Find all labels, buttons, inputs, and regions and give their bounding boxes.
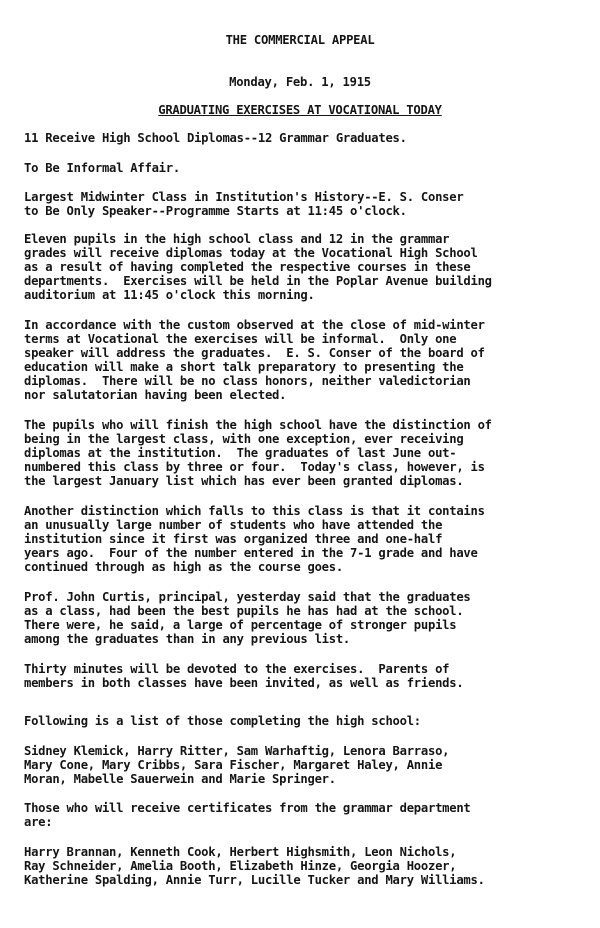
paragraph-line: institution since it first was organized three and one-half (24, 532, 443, 546)
paragraph-line: Ray Schneider, Amelia Booth, Elizabeth Hinze, Georgia Hoozer, (24, 859, 457, 873)
paragraph-line: Moran, Mabelle Sauerwein and Marie Springer. (24, 772, 336, 786)
paragraph-line: education will make a short talk preparatory to presenting the (24, 360, 464, 374)
paragraph-line: diplomas. There will be no class honors, neither valedictorian (24, 374, 471, 388)
paragraph-line: Harry Brannan, Kenneth Cook, Herbert Highsmith, Leon Nichols, (24, 845, 457, 859)
paragraph-line: departments. Exercises will be held in the Poplar Avenue building (24, 274, 492, 288)
paragraph-line: Sidney Klemick, Harry Ritter, Sam Warhaftig, Lenora Barraso, (24, 744, 450, 758)
subhead-speaker-line-2: to Be Only Speaker--Programme Starts at 11:45 o'clock. (24, 204, 407, 218)
subhead: 11 Receive High School Diplomas--12 Grammar Graduates. (24, 131, 407, 145)
paragraph-line: Katherine Spalding, Annie Turr, Lucille Tucker and Mary Williams. (24, 873, 485, 887)
paragraph-line: numbered this class by three or four. Today's class, however, is (24, 460, 485, 474)
paragraph-line: as a class, had been the best pupils he has had at the school. (24, 604, 464, 618)
paragraph-line: being in the largest class, with one exception, ever receiving (24, 432, 464, 446)
headline: GRADUATING EXERCISES AT VOCATIONAL TODAY (158, 103, 442, 117)
paragraph-line: continued through as high as the course goes. (24, 560, 343, 574)
paragraph-line: Thirty minutes will be devoted to the exercises. Parents of (24, 662, 450, 676)
paragraph-line: Those who will receive certificates from the grammar department (24, 801, 471, 815)
paragraph-line: There were, he said, a large of percentage of stronger pupils (24, 618, 457, 632)
subhead-speaker-line-1: Largest Midwinter Class in Institution's History--E. S. Conser (24, 190, 464, 204)
paragraph-line: grades will receive diplomas today at the Vocational High School (24, 246, 478, 260)
paragraph-line: terms at Vocational the exercises will be informal. Only one (24, 332, 457, 346)
subhead-informal: To Be Informal Affair. (24, 161, 180, 175)
paragraph-line: nor salutatorian having been elected. (24, 388, 287, 402)
paragraph-line: among the graduates than in any previous list. (24, 632, 351, 646)
paragraph-line: are: (24, 815, 53, 829)
paragraph-line: Following is a list of those completing the high school: (24, 714, 421, 728)
masthead: THE COMMERCIAL APPEAL (225, 33, 375, 47)
paragraph-line: Eleven pupils in the high school class and 12 in the grammar (24, 232, 450, 246)
paragraph-line: auditorium at 11:45 o'clock this morning. (24, 288, 315, 302)
date-line: Monday, Feb. 1, 1915 (229, 75, 371, 89)
paragraph-line: Prof. John Curtis, principal, yesterday said that the graduates (24, 590, 471, 604)
paragraph-line: The pupils who will finish the high school have the distinction of (24, 418, 492, 432)
paragraph-line: as a result of having completed the respective courses in these (24, 260, 471, 274)
paragraph-line: years ago. Four of the number entered in the 7-1 grade and have (24, 546, 478, 560)
paragraph-line: members in both classes have been invited, as well as friends. (24, 676, 464, 690)
paragraph-line: diplomas at the institution. The graduates of last June out- (24, 446, 457, 460)
paragraph-line: an unusually large number of students who have attended the (24, 518, 443, 532)
paragraph-line: Mary Cone, Mary Cribbs, Sara Fischer, Margaret Haley, Annie (24, 758, 443, 772)
paragraph-line: speaker will address the graduates. E. S. Conser of the board of (24, 346, 485, 360)
paragraph-line: the largest January list which has ever been granted diplomas. (24, 474, 464, 488)
paragraph-line: In accordance with the custom observed at the close of mid-winter (24, 318, 485, 332)
paragraph-line: Another distinction which falls to this class is that it contains (24, 504, 485, 518)
